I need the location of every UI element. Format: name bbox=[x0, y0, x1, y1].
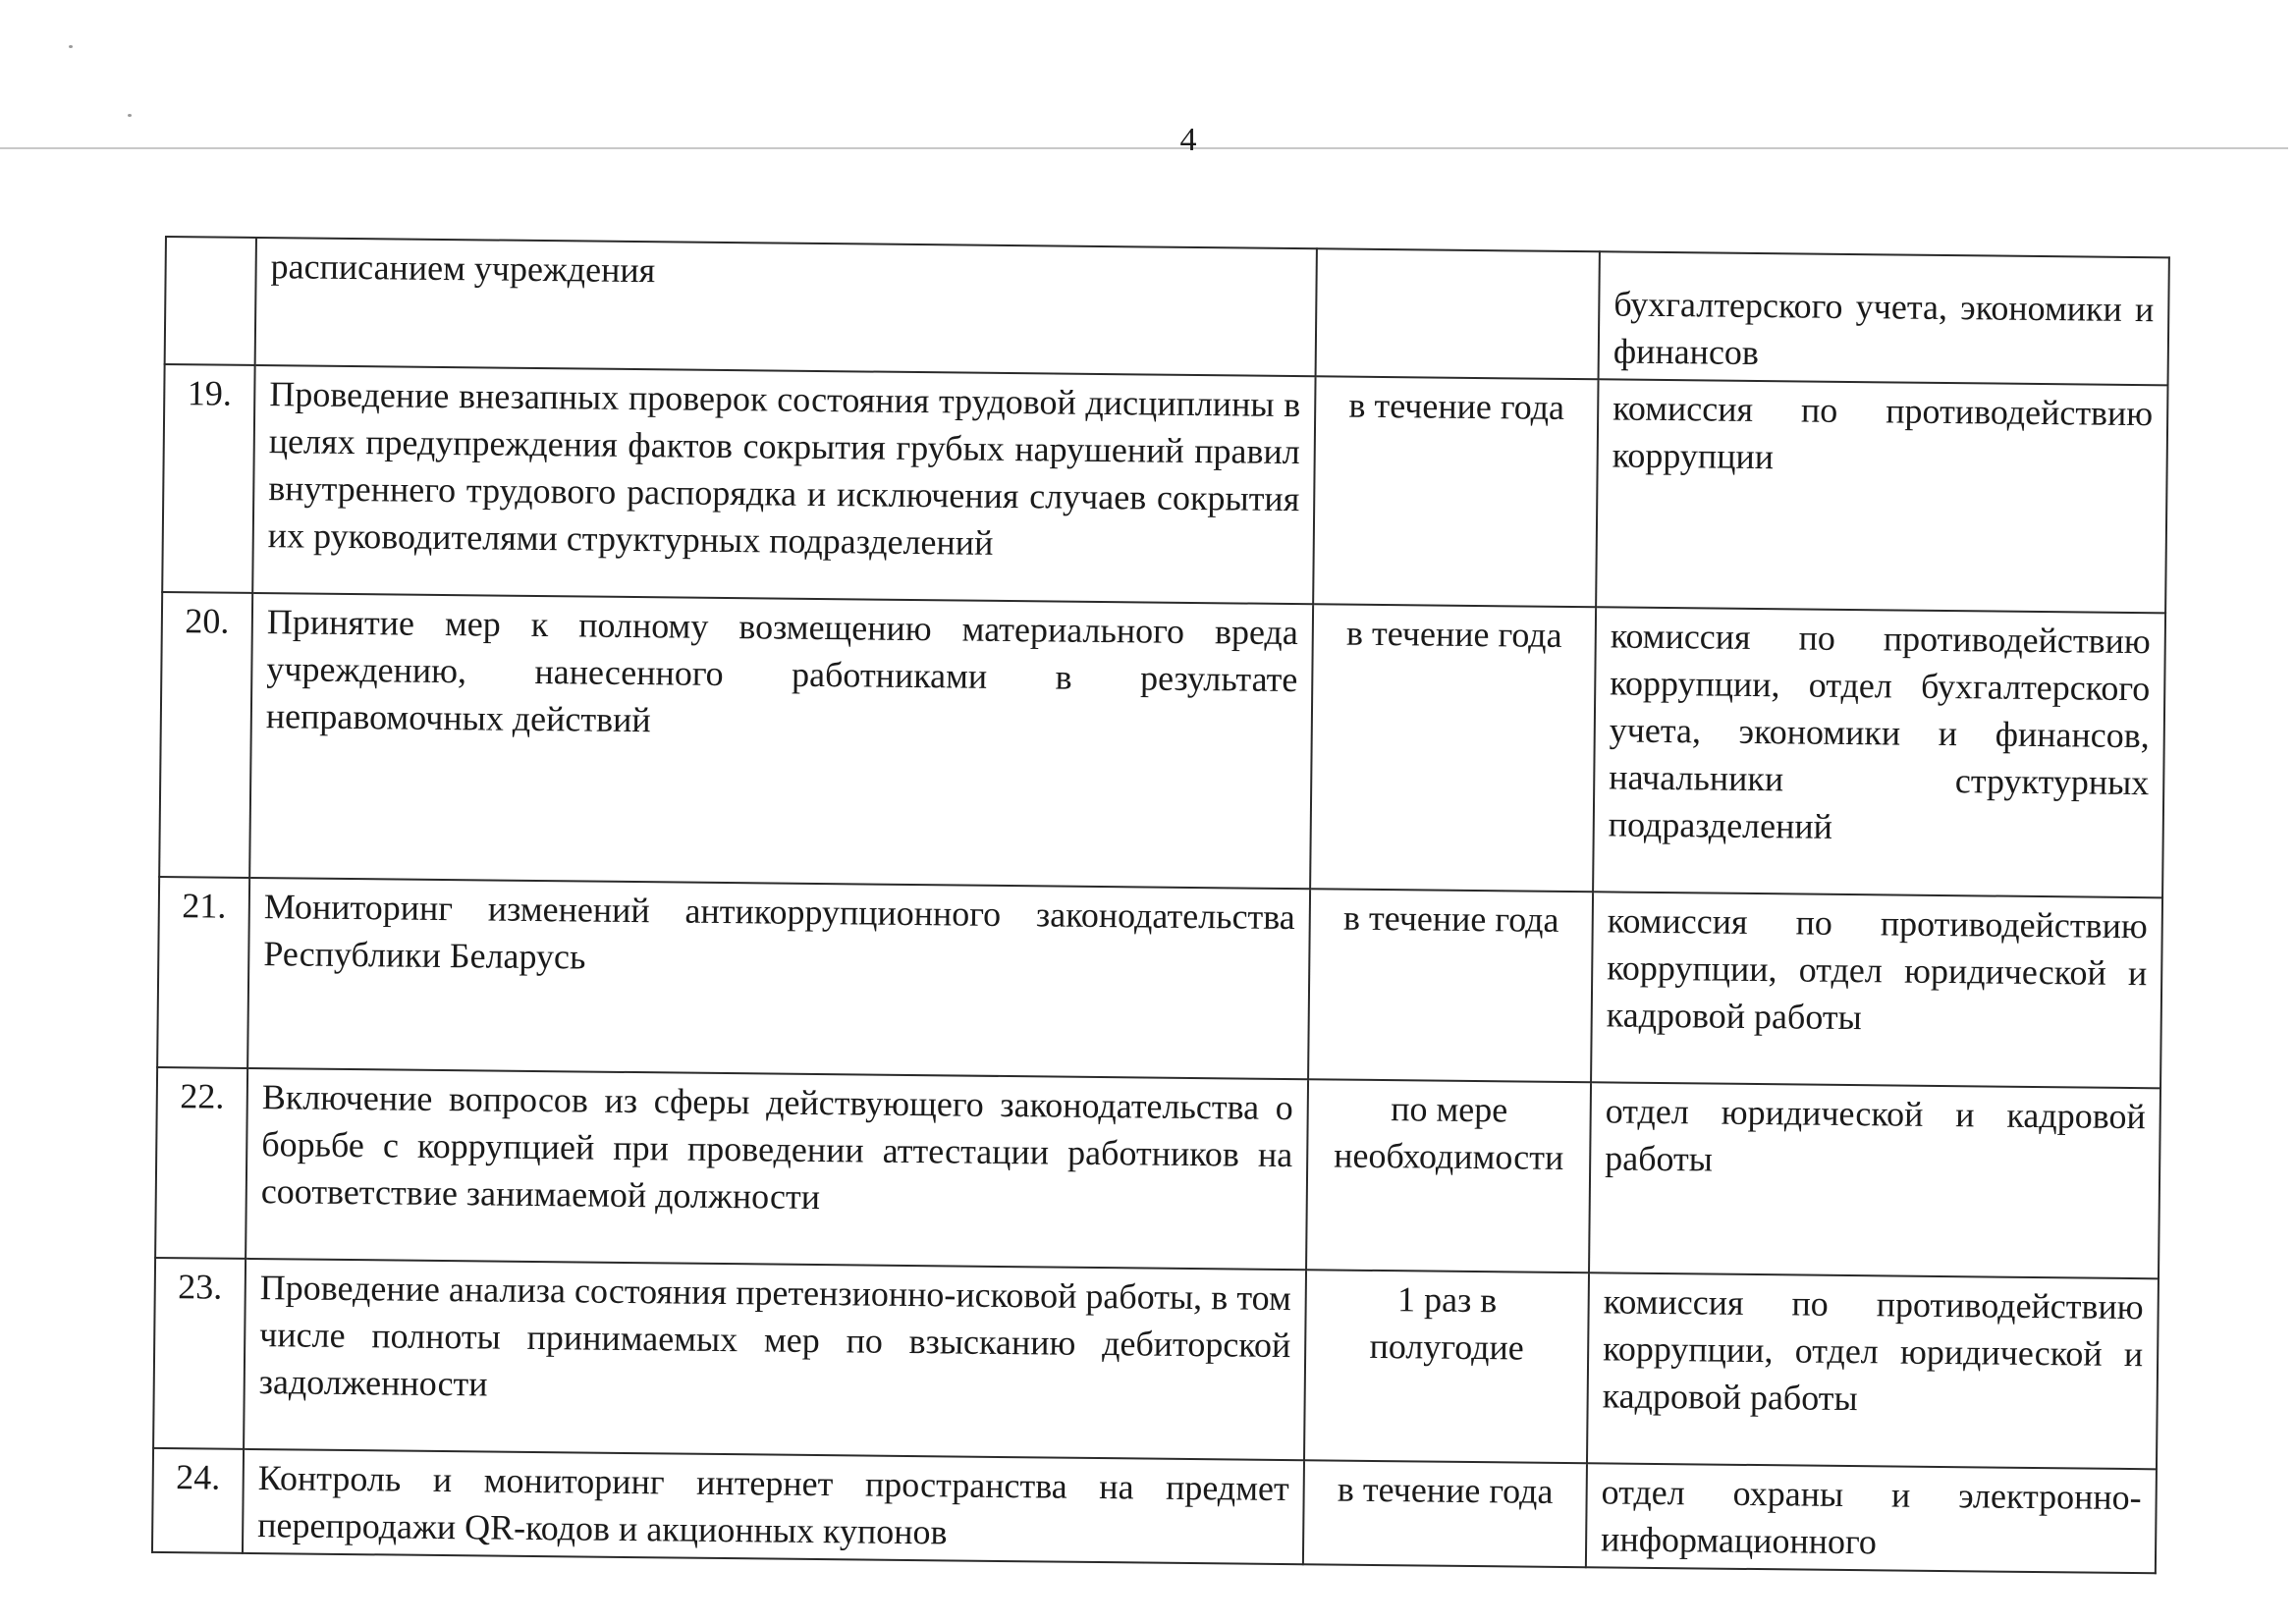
scan-speck bbox=[128, 114, 132, 117]
measure-responsible: отдел юридической и кадровой работы bbox=[1589, 1082, 2160, 1278]
table-row bbox=[153, 1258, 2159, 1469]
row-number: 20. bbox=[159, 592, 252, 878]
measure-description: Проведение внезапных проверок состояния трудовой дисциплины в целях предупреждения фактов сокрытия грубых нарушений правил внутреннего трудового распорядка и исключения случаев сокрытия их руководителями структурных подразделений bbox=[252, 365, 1315, 604]
measures-table bbox=[151, 236, 2170, 1574]
measure-description: Мониторинг изменений антикоррупционного законодательства Республики Беларусь bbox=[247, 878, 1310, 1079]
measure-term: в течение года bbox=[1308, 889, 1593, 1082]
measure-description: Проведение анализа состояния претензионно-исковой работы, в том числе полноты принимаемых мер по взысканию дебиторской задолженности bbox=[244, 1259, 1306, 1460]
measure-responsible bbox=[1599, 251, 2169, 385]
row-number bbox=[165, 237, 256, 365]
measure-responsible: комиссия по противодействию коррупции, отдел юридической и кадровой работы bbox=[1587, 1272, 2159, 1469]
measure-term: 1 раз в полугодие bbox=[1304, 1270, 1589, 1463]
page-number: 4 bbox=[1179, 122, 1197, 158]
measure-responsible: комиссия по противодействию коррупции, отдел бухгалтерского учета, экономики и финансов, начальники структурных подразделений bbox=[1593, 607, 2165, 897]
row-number: 19. bbox=[162, 364, 254, 593]
measure-description: Контроль и мониторинг интернет пространства на предмет перепродажи QR-кодов и акционных купонов bbox=[243, 1449, 1304, 1564]
measure-responsible: отдел охраны и электронно-информационного bbox=[1586, 1463, 2157, 1573]
measure-description: расписанием учреждения bbox=[255, 238, 1317, 376]
table-row bbox=[159, 592, 2165, 897]
measure-term: в течение года bbox=[1303, 1460, 1587, 1567]
table-row bbox=[157, 877, 2162, 1088]
table-row bbox=[165, 237, 2169, 385]
measure-responsible: комиссия по противодействию коррупции bbox=[1596, 379, 2167, 613]
row-number: 21. bbox=[157, 877, 249, 1068]
row-number: 22. bbox=[155, 1067, 247, 1259]
row-number: 24. bbox=[152, 1448, 244, 1553]
measure-term: по мере необходимости bbox=[1306, 1079, 1591, 1272]
measure-term: в течение года bbox=[1310, 604, 1596, 892]
responsible-text: бухгалтерского учета, экономики и финансов bbox=[1613, 284, 2155, 373]
table-row bbox=[162, 364, 2167, 613]
measures-table-wrapper bbox=[151, 236, 2168, 1574]
table-row bbox=[155, 1067, 2160, 1278]
measure-term bbox=[1316, 248, 1600, 379]
scan-speck bbox=[69, 45, 73, 48]
measure-description: Принятие мер к полному возмещению материального вреда учреждению, нанесенного работниками в результате неправомочных действий bbox=[249, 593, 1313, 889]
measure-responsible: комиссия по противодействию коррупции, отдел юридической и кадровой работы bbox=[1591, 892, 2162, 1088]
row-number: 23. bbox=[153, 1258, 246, 1449]
measure-term: в течение года bbox=[1313, 376, 1598, 607]
measure-description: Включение вопросов из сферы действующего законодательства о борьбе с коррупцией при проведении аттестации работников на соответствие занимаемой должности bbox=[246, 1068, 1308, 1270]
table-row bbox=[152, 1448, 2157, 1573]
